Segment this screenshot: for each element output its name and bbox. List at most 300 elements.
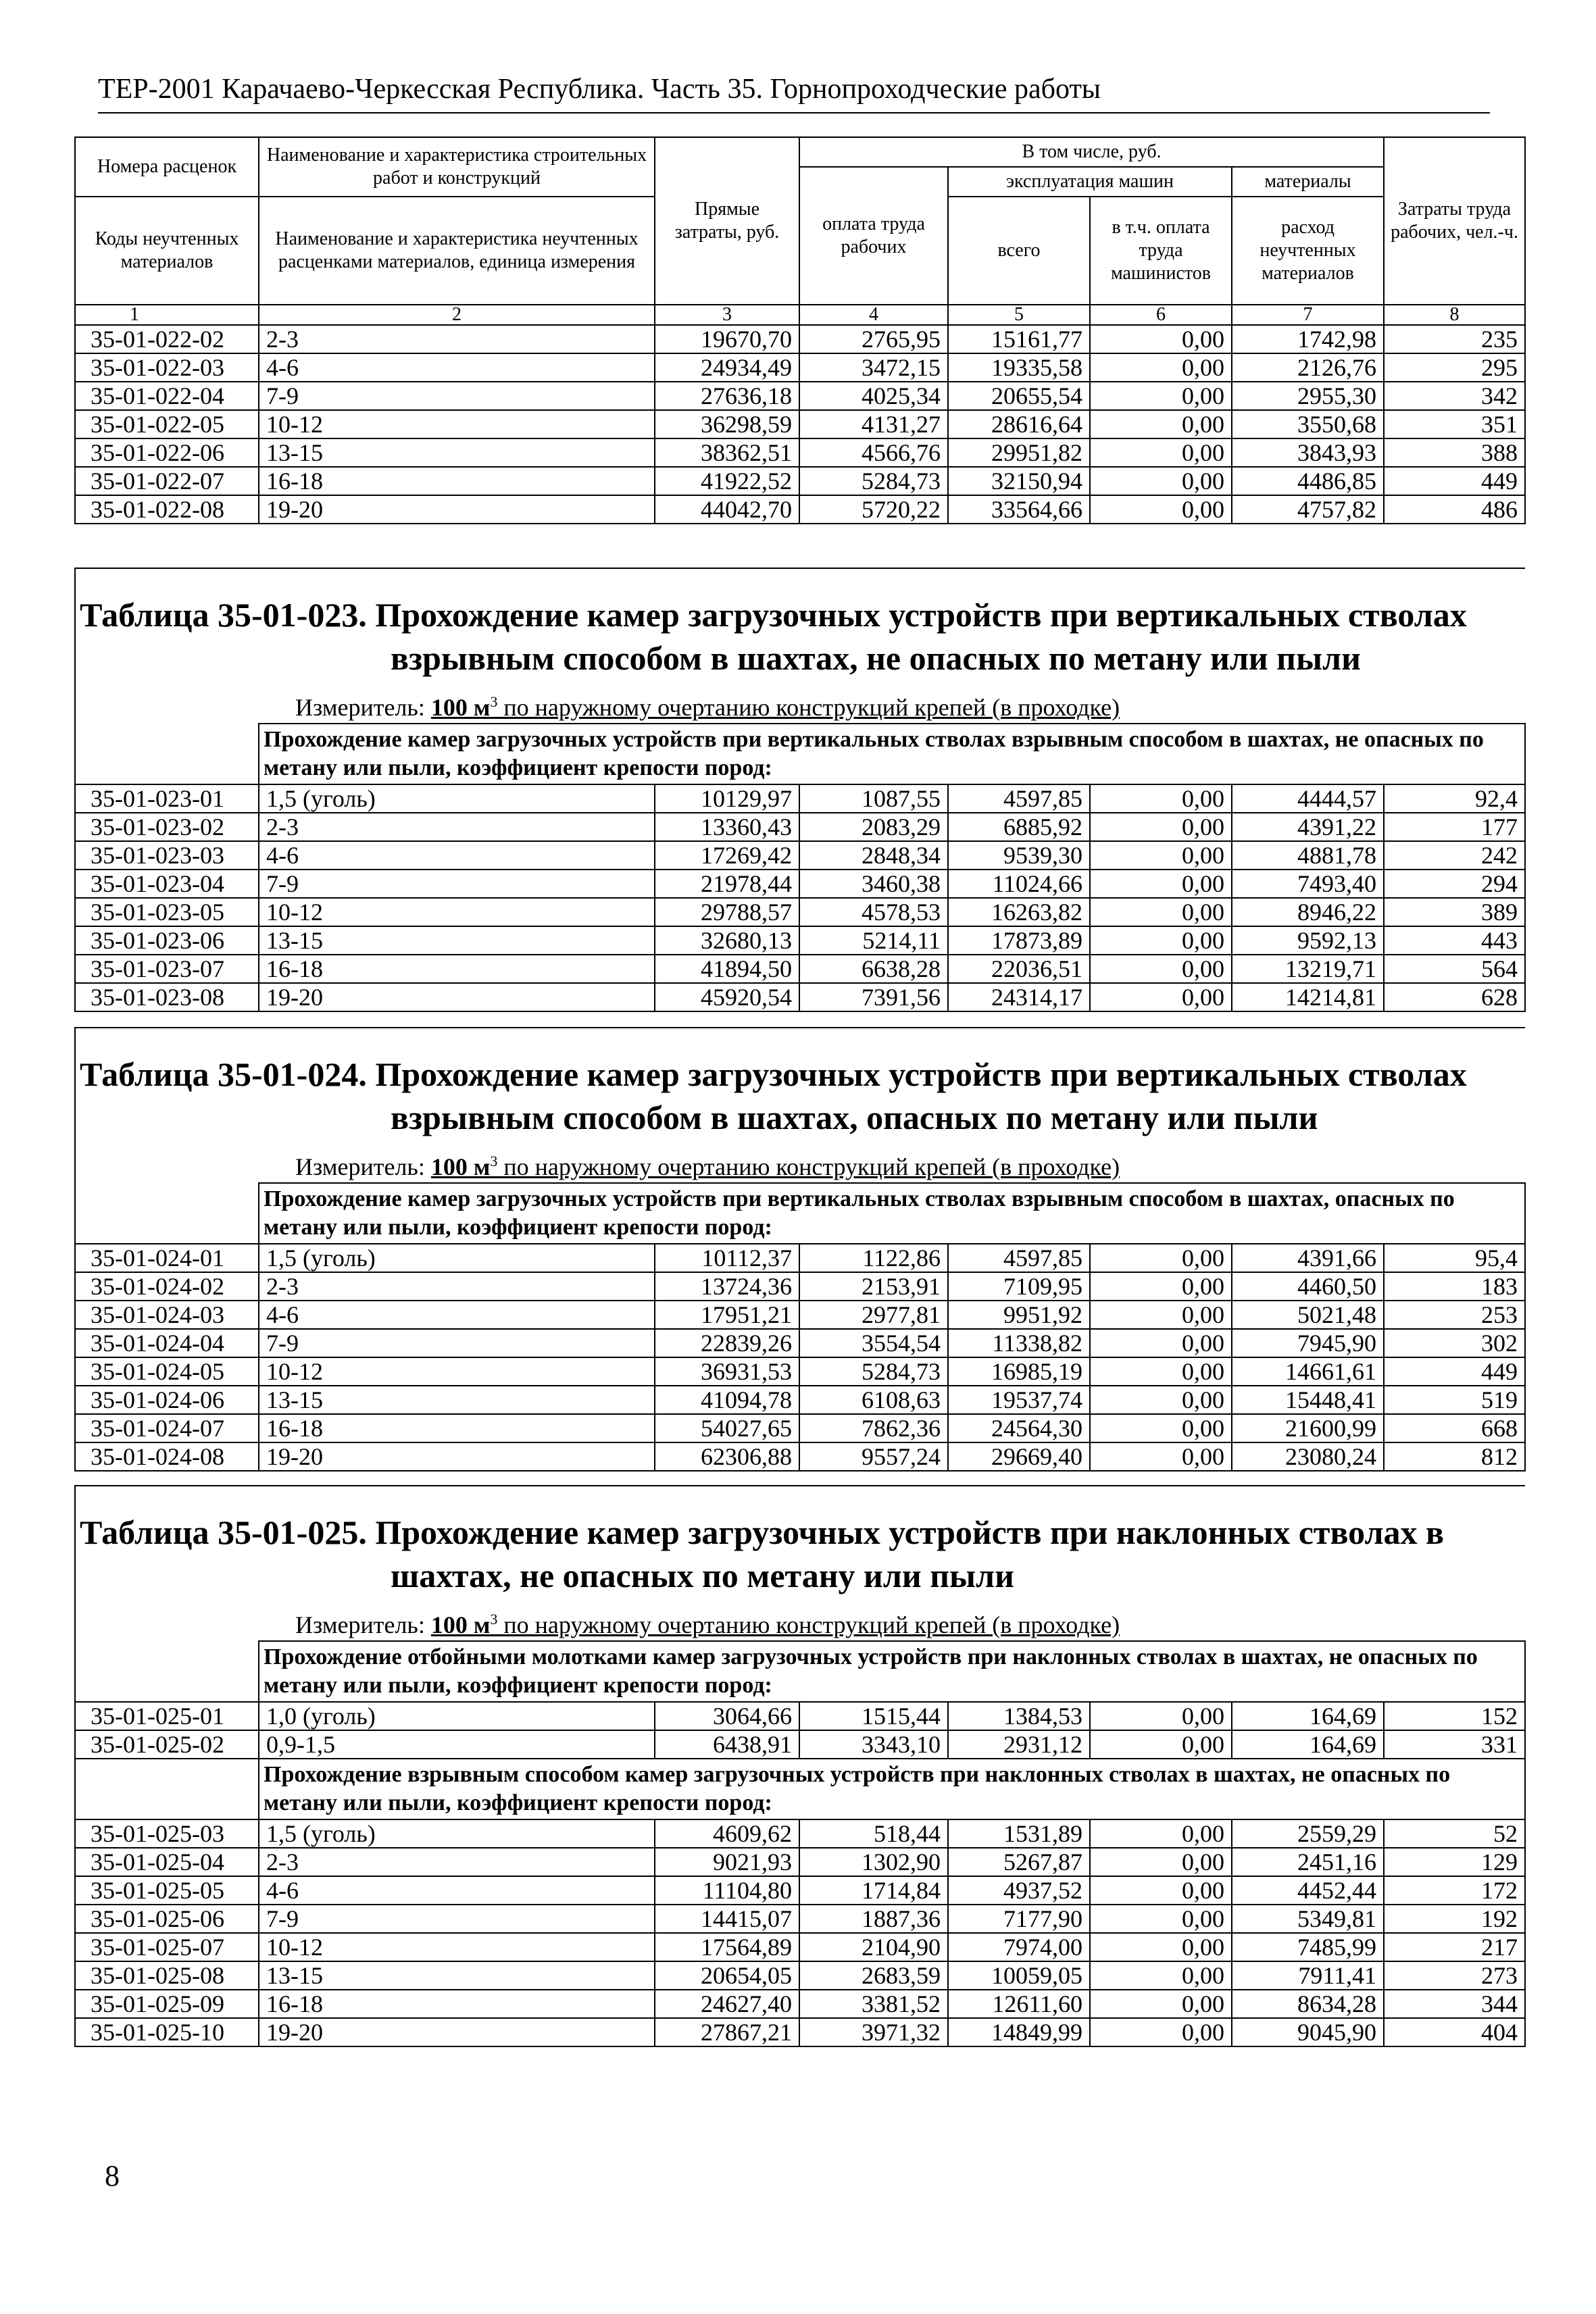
rate-code-cell: 35-01-025-07 [75, 1933, 259, 1961]
machinist-pay-cell: 0,00 [1090, 325, 1232, 353]
direct-costs-cell: 45920,54 [655, 983, 799, 1011]
direct-costs-cell: 41894,50 [655, 955, 799, 983]
materials-cell: 3550,68 [1232, 410, 1384, 438]
labor-hours-cell: 92,4 [1384, 784, 1525, 813]
materials-cell: 4486,85 [1232, 467, 1384, 495]
rock-hardness-cell: 16-18 [259, 467, 655, 495]
column-number: 8 [1384, 305, 1525, 325]
rate-code-cell: 35-01-024-02 [75, 1272, 259, 1301]
labor-hours-cell: 217 [1384, 1933, 1525, 1961]
rock-hardness-cell: 0,9-1,5 [259, 1730, 655, 1759]
machinist-pay-cell: 0,00 [1090, 870, 1232, 898]
rock-hardness-cell: 2-3 [259, 813, 655, 841]
rate-code-cell: 35-01-024-03 [75, 1301, 259, 1329]
table-025-measure: Измеритель: 100 $м^3$ по наружному очертанию конструкций крепей (в проходке) [75, 1609, 1525, 1641]
direct-costs-cell: 3064,66 [655, 1702, 799, 1730]
materials-cell: 7493,40 [1232, 870, 1384, 898]
rate-code-cell: 35-01-025-08 [75, 1961, 259, 1990]
table-025-title-line1: Таблица 35-01-025. Прохождение камер загрузочных устройств при наклонных стволах в [80, 1513, 1445, 1551]
table-024 [74, 1027, 1526, 1472]
rate-code-cell: 35-01-022-04 [75, 382, 259, 410]
machines-total-cell: 7974,00 [948, 1933, 1090, 1961]
direct-costs-cell: 22839,26 [655, 1329, 799, 1357]
direct-costs-cell: 41922,52 [655, 467, 799, 495]
rock-hardness-cell: 13-15 [259, 438, 655, 467]
machines-total-cell: 19537,74 [948, 1386, 1090, 1414]
direct-costs-cell: 29788,57 [655, 898, 799, 926]
including-header: В том числе, руб. [799, 137, 1384, 167]
machinist-pay-cell: 0,00 [1090, 1876, 1232, 1905]
table-row [75, 1905, 1525, 1933]
direct-costs-cell: 21978,44 [655, 870, 799, 898]
labor-hours-cell: 449 [1384, 1357, 1525, 1386]
table-row [75, 1442, 1525, 1471]
rate-code-cell: 35-01-023-01 [75, 784, 259, 813]
column-number: 7 [1232, 305, 1384, 325]
rate-code-cell: 35-01-024-06 [75, 1386, 259, 1414]
table-023-body [75, 784, 1525, 1011]
direct-costs-cell: 14415,07 [655, 1905, 799, 1933]
labor-pay-cell: 3971,32 [799, 2018, 948, 2046]
machinist-pay-cell: 0,00 [1090, 926, 1232, 955]
machines-total-cell: 5267,87 [948, 1848, 1090, 1876]
machinist-pay-cell: 0,00 [1090, 1442, 1232, 1471]
materials-cell: 14214,81 [1232, 983, 1384, 1011]
rock-hardness-cell: 7-9 [259, 382, 655, 410]
materials-cell: 4460,50 [1232, 1272, 1384, 1301]
table-row [75, 353, 1525, 382]
materials-cell: 5021,48 [1232, 1301, 1384, 1329]
materials-cell: 15448,41 [1232, 1386, 1384, 1414]
rock-hardness-cell: 4-6 [259, 1876, 655, 1905]
table-023-measure: Измеритель: 100 $м^3$ по наружному очертанию конструкций крепей (в проходке) [75, 692, 1525, 724]
table-row [75, 1990, 1525, 2018]
machinist-pay-cell: 0,00 [1090, 353, 1232, 382]
labor-hours-cell: 294 [1384, 870, 1525, 898]
table-024-subheader: Прохождение камер загрузочных устройств при вертикальных стволах взрывным способом в шахтах, опасных по метану или пыли, коэффициент крепости пород: [259, 1183, 1525, 1244]
labor-pay-cell: 6108,63 [799, 1386, 948, 1414]
materials-cell: 13219,71 [1232, 955, 1384, 983]
machines-total-cell: 33564,66 [948, 495, 1090, 524]
labor-pay-cell: 1887,36 [799, 1905, 948, 1933]
materials-cell: 23080,24 [1232, 1442, 1384, 1471]
rate-code-cell: 35-01-023-07 [75, 955, 259, 983]
labor-hours-cell: 812 [1384, 1442, 1525, 1471]
table-024-title-line1: Таблица 35-01-024. Прохождение камер загрузочных устройств при вертикальных стволах [80, 1055, 1467, 1093]
rate-code-cell: 35-01-025-05 [75, 1876, 259, 1905]
table-row [75, 1933, 1525, 1961]
table-row [75, 1386, 1525, 1414]
machines-total-cell: 1531,89 [948, 1819, 1090, 1848]
machines-total-cell: 17873,89 [948, 926, 1090, 955]
table-row [75, 1819, 1525, 1848]
direct-costs-cell: 38362,51 [655, 438, 799, 467]
direct-costs-cell: 24627,40 [655, 1990, 799, 2018]
column-number: 2 [259, 305, 655, 325]
labor-pay-cell: 1714,84 [799, 1876, 948, 1905]
rock-hardness-cell: 2-3 [259, 1272, 655, 1301]
machinist-pay-cell: 0,00 [1090, 1730, 1232, 1759]
machinist-pay-cell: 0,00 [1090, 1329, 1232, 1357]
direct-costs-header: Прямые затраты, руб. [655, 137, 799, 305]
labor-hours-cell: 183 [1384, 1272, 1525, 1301]
table-row [75, 325, 1525, 353]
direct-costs-cell: 17564,89 [655, 1933, 799, 1961]
table-025-subheader-1: Прохождение отбойными молотками камер загрузочных устройств при наклонных стволах в шахтах, не опасных по метану или пыли, коэффициент крепости пород: [259, 1641, 1525, 1702]
direct-costs-cell: 13360,43 [655, 813, 799, 841]
labor-hours-cell: 253 [1384, 1301, 1525, 1329]
rock-hardness-cell: 1,0 (уголь) [259, 1702, 655, 1730]
machines-total-cell: 24564,30 [948, 1414, 1090, 1442]
materials-cell: 21600,99 [1232, 1414, 1384, 1442]
rate-code-cell: 35-01-024-08 [75, 1442, 259, 1471]
machinist-pay-cell: 0,00 [1090, 841, 1232, 870]
rate-code-cell: 35-01-023-02 [75, 813, 259, 841]
labor-pay-cell: 1087,55 [799, 784, 948, 813]
labor-hours-cell: 192 [1384, 1905, 1525, 1933]
labor-hours-cell: 52 [1384, 1819, 1525, 1848]
labor-pay-cell: 2848,34 [799, 841, 948, 870]
rate-code-cell: 35-01-025-10 [75, 2018, 259, 2046]
column-number: 4 [799, 305, 948, 325]
rate-code-cell: 35-01-025-03 [75, 1819, 259, 1848]
labor-hours-cell: 486 [1384, 495, 1525, 524]
direct-costs-cell: 32680,13 [655, 926, 799, 955]
labor-pay-cell: 6638,28 [799, 955, 948, 983]
rock-hardness-cell: 1,5 (уголь) [259, 1819, 655, 1848]
materials-cell: 5349,81 [1232, 1905, 1384, 1933]
machinist-pay-cell: 0,00 [1090, 898, 1232, 926]
labor-pay-cell: 7862,36 [799, 1414, 948, 1442]
direct-costs-cell: 17951,21 [655, 1301, 799, 1329]
machinist-pay-cell: 0,00 [1090, 2018, 1232, 2046]
direct-costs-cell: 44042,70 [655, 495, 799, 524]
machinist-pay-cell: 0,00 [1090, 1933, 1232, 1961]
labor-hours-cell: 129 [1384, 1848, 1525, 1876]
table-025-body-2 [75, 1819, 1525, 2046]
machinist-pay-cell: 0,00 [1090, 1301, 1232, 1329]
labor-hours-cell: 564 [1384, 955, 1525, 983]
materials-cell: 9592,13 [1232, 926, 1384, 955]
rock-hardness-cell: 13-15 [259, 1386, 655, 1414]
rock-hardness-cell: 13-15 [259, 926, 655, 955]
direct-costs-cell: 10129,97 [655, 784, 799, 813]
direct-costs-cell: 20654,05 [655, 1961, 799, 1990]
table-024-body [75, 1244, 1525, 1471]
rate-code-cell: 35-01-025-01 [75, 1702, 259, 1730]
machinist-pay-cell: 0,00 [1090, 784, 1232, 813]
direct-costs-cell: 17269,42 [655, 841, 799, 870]
machines-total-cell: 11338,82 [948, 1329, 1090, 1357]
labor-pay-cell: 4566,76 [799, 438, 948, 467]
materials-cell: 8946,22 [1232, 898, 1384, 926]
table-023-title [75, 568, 1525, 692]
materials-cell: 7911,41 [1232, 1961, 1384, 1990]
labor-pay-cell: 2765,95 [799, 325, 948, 353]
rate-code-cell: 35-01-024-05 [75, 1357, 259, 1386]
machines-total-cell: 9951,92 [948, 1301, 1090, 1329]
machinist-pay-cell: 0,00 [1090, 955, 1232, 983]
labor-pay-cell: 4131,27 [799, 410, 948, 438]
materials-cell: 4881,78 [1232, 841, 1384, 870]
machines-total-cell: 29951,82 [948, 438, 1090, 467]
machinist-pay-cell: 0,00 [1090, 410, 1232, 438]
labor-pay-cell: 7391,56 [799, 983, 948, 1011]
labor-pay-cell: 5214,11 [799, 926, 948, 955]
table-row [75, 410, 1525, 438]
labor-pay-cell: 3343,10 [799, 1730, 948, 1759]
machines-total-cell: 28616,64 [948, 410, 1090, 438]
labor-pay-cell: 3460,38 [799, 870, 948, 898]
direct-costs-cell: 13724,36 [655, 1272, 799, 1301]
rock-hardness-cell: 4-6 [259, 1301, 655, 1329]
machines-total-cell: 29669,40 [948, 1442, 1090, 1471]
labor-hours-cell: 302 [1384, 1329, 1525, 1357]
labor-hours-cell: 177 [1384, 813, 1525, 841]
rate-code-cell: 35-01-022-06 [75, 438, 259, 467]
rate-code-cell: 35-01-025-06 [75, 1905, 259, 1933]
table-row [75, 1961, 1525, 1990]
machinist-pay-cell: 0,00 [1090, 983, 1232, 1011]
rate-code-cell: 35-01-023-05 [75, 898, 259, 926]
labor-pay-header: оплата труда рабочих [799, 167, 948, 305]
work-name-header: Наименование и характеристика строительных работ и конструкций [259, 137, 655, 197]
table-row [75, 1848, 1525, 1876]
rate-code-cell: 35-01-025-02 [75, 1730, 259, 1759]
rate-code-cell: 35-01-024-01 [75, 1244, 259, 1272]
labor-pay-cell: 1122,86 [799, 1244, 948, 1272]
machines-total-cell: 32150,94 [948, 467, 1090, 495]
labor-pay-cell: 5284,73 [799, 467, 948, 495]
machinist-pay-cell: 0,00 [1090, 1702, 1232, 1730]
rate-numbers-header: Номера расценок [75, 137, 259, 197]
direct-costs-cell: 41094,78 [655, 1386, 799, 1414]
column-number: 1 [75, 305, 259, 325]
machines-total-cell: 19335,58 [948, 353, 1090, 382]
rate-code-cell: 35-01-024-07 [75, 1414, 259, 1442]
machine-operation-header: эксплуатация машин [948, 167, 1232, 197]
materials-cell: 4391,66 [1232, 1244, 1384, 1272]
table-row [75, 1272, 1525, 1301]
materials-cell: 2955,30 [1232, 382, 1384, 410]
rock-hardness-cell: 19-20 [259, 983, 655, 1011]
materials-cell: 164,69 [1232, 1730, 1384, 1759]
materials-cell: 4757,82 [1232, 495, 1384, 524]
table-024-title [75, 1028, 1525, 1151]
labor-costs-header: Затраты труда рабочих, чел.-ч. [1384, 137, 1525, 305]
machinist-pay-cell: 0,00 [1090, 1990, 1232, 2018]
machines-total-cell: 7109,95 [948, 1272, 1090, 1301]
labor-pay-cell: 5720,22 [799, 495, 948, 524]
table-row [75, 898, 1525, 926]
direct-costs-cell: 54027,65 [655, 1414, 799, 1442]
machines-total-cell: 2931,12 [948, 1730, 1090, 1759]
table-row [75, 1301, 1525, 1329]
materials-cell: 8634,28 [1232, 1990, 1384, 2018]
column-number: 5 [948, 305, 1090, 325]
machines-total-cell: 4597,85 [948, 784, 1090, 813]
materials-cell: 2451,16 [1232, 1848, 1384, 1876]
labor-hours-cell: 668 [1384, 1414, 1525, 1442]
table-row [75, 438, 1525, 467]
rate-code-cell: 35-01-022-08 [75, 495, 259, 524]
direct-costs-cell: 27636,18 [655, 382, 799, 410]
rock-hardness-cell: 10-12 [259, 898, 655, 926]
machines-total-cell: 6885,92 [948, 813, 1090, 841]
labor-hours-cell: 342 [1384, 382, 1525, 410]
table-025-title-line2: шахтах, не опасных по метану или пыли [391, 1557, 1014, 1594]
labor-pay-cell: 1515,44 [799, 1702, 948, 1730]
labor-hours-cell: 388 [1384, 438, 1525, 467]
direct-costs-cell: 19670,70 [655, 325, 799, 353]
machinist-pay-cell: 0,00 [1090, 813, 1232, 841]
rate-code-cell: 35-01-023-03 [75, 841, 259, 870]
materials-cell: 3843,93 [1232, 438, 1384, 467]
machinist-pay-cell: 0,00 [1090, 1905, 1232, 1933]
table-row [75, 870, 1525, 898]
rock-hardness-cell: 7-9 [259, 1329, 655, 1357]
rock-hardness-cell: 16-18 [259, 1414, 655, 1442]
machines-total-cell: 9539,30 [948, 841, 1090, 870]
direct-costs-cell: 24934,49 [655, 353, 799, 382]
materials-cell: 14661,61 [1232, 1357, 1384, 1386]
rock-hardness-cell: 10-12 [259, 1933, 655, 1961]
table-row [75, 1329, 1525, 1357]
labor-hours-cell: 351 [1384, 410, 1525, 438]
direct-costs-cell: 9021,93 [655, 1848, 799, 1876]
machines-total-cell: 24314,17 [948, 983, 1090, 1011]
table-row [75, 813, 1525, 841]
labor-hours-cell: 235 [1384, 325, 1525, 353]
rate-code-cell: 35-01-022-05 [75, 410, 259, 438]
rock-hardness-cell: 7-9 [259, 1905, 655, 1933]
table-row [75, 926, 1525, 955]
labor-hours-cell: 152 [1384, 1702, 1525, 1730]
machines-total-header: всего [948, 197, 1090, 305]
machinist-pay-cell: 0,00 [1090, 1244, 1232, 1272]
machines-total-cell: 11024,66 [948, 870, 1090, 898]
labor-hours-cell: 404 [1384, 2018, 1525, 2046]
table-022-body [75, 325, 1525, 524]
rate-code-cell: 35-01-024-04 [75, 1329, 259, 1357]
rock-hardness-cell: 1,5 (уголь) [259, 1244, 655, 1272]
machinist-pay-cell: 0,00 [1090, 1848, 1232, 1876]
machinist-pay-cell: 0,00 [1090, 1357, 1232, 1386]
machines-total-cell: 20655,54 [948, 382, 1090, 410]
table-row [75, 495, 1525, 524]
column-header-table [74, 136, 1526, 524]
materials-cell: 4452,44 [1232, 1876, 1384, 1905]
table-023-subheader: Прохождение камер загрузочных устройств при вертикальных стволах взрывным способом в шахтах, не опасных по метану или пыли, коэффициент крепости пород: [259, 724, 1525, 784]
labor-pay-cell: 2977,81 [799, 1301, 948, 1329]
rock-hardness-cell: 10-12 [259, 1357, 655, 1386]
labor-pay-cell: 2153,91 [799, 1272, 948, 1301]
rock-hardness-cell: 1,5 (уголь) [259, 784, 655, 813]
machines-total-cell: 14849,99 [948, 2018, 1090, 2046]
machinist-pay-cell: 0,00 [1090, 467, 1232, 495]
labor-pay-cell: 3381,52 [799, 1990, 948, 2018]
materials-cell: 7485,99 [1232, 1933, 1384, 1961]
materials-header: материалы [1232, 167, 1384, 197]
table-row [75, 2018, 1525, 2046]
rock-hardness-cell: 16-18 [259, 1990, 655, 2018]
table-row [75, 1876, 1525, 1905]
labor-hours-cell: 519 [1384, 1386, 1525, 1414]
table-row [75, 784, 1525, 813]
page-number: 8 [105, 2159, 120, 2192]
machinist-pay-cell: 0,00 [1090, 1819, 1232, 1848]
rock-hardness-cell: 4-6 [259, 841, 655, 870]
labor-hours-cell: 628 [1384, 983, 1525, 1011]
rate-code-cell: 35-01-022-03 [75, 353, 259, 382]
direct-costs-cell: 6438,91 [655, 1730, 799, 1759]
materials-cell: 4391,22 [1232, 813, 1384, 841]
machinist-pay-cell: 0,00 [1090, 438, 1232, 467]
material-codes-header: Коды неучтенных материалов [75, 197, 259, 305]
direct-costs-cell: 27867,21 [655, 2018, 799, 2046]
machinist-pay-cell: 0,00 [1090, 1961, 1232, 1990]
column-numbers-row [75, 305, 1525, 325]
machinist-pay-cell: 0,00 [1090, 382, 1232, 410]
table-row [75, 1702, 1525, 1730]
rock-hardness-cell: 19-20 [259, 495, 655, 524]
labor-hours-cell: 443 [1384, 926, 1525, 955]
table-row [75, 1357, 1525, 1386]
unaccounted-materials-header: расход неучтенных материалов [1232, 197, 1384, 305]
machines-total-cell: 22036,51 [948, 955, 1090, 983]
table-row [75, 1244, 1525, 1272]
column-number: 3 [655, 305, 799, 325]
rate-code-cell: 35-01-023-06 [75, 926, 259, 955]
materials-cell: 7945,90 [1232, 1329, 1384, 1357]
column-number: 6 [1090, 305, 1232, 325]
table-024-measure: Измеритель: 100 $м^3$ по наружному очертанию конструкций крепей (в проходке) [75, 1151, 1525, 1183]
table-row [75, 1414, 1525, 1442]
direct-costs-cell: 36298,59 [655, 410, 799, 438]
machines-total-cell: 16985,19 [948, 1357, 1090, 1386]
machinist-pay-header: в т.ч. оплата труда машинистов [1090, 197, 1232, 305]
machinist-pay-cell: 0,00 [1090, 495, 1232, 524]
machinist-pay-cell: 0,00 [1090, 1272, 1232, 1301]
labor-hours-cell: 273 [1384, 1961, 1525, 1990]
rock-hardness-cell: 2-3 [259, 325, 655, 353]
rock-hardness-cell: 16-18 [259, 955, 655, 983]
materials-cell: 4444,57 [1232, 784, 1384, 813]
labor-pay-cell: 4578,53 [799, 898, 948, 926]
rate-code-cell: 35-01-023-08 [75, 983, 259, 1011]
labor-pay-cell: 2083,29 [799, 813, 948, 841]
machines-total-cell: 15161,77 [948, 325, 1090, 353]
machines-total-cell: 16263,82 [948, 898, 1090, 926]
labor-pay-cell: 4025,34 [799, 382, 948, 410]
rock-hardness-cell: 2-3 [259, 1848, 655, 1876]
rock-hardness-cell: 19-20 [259, 2018, 655, 2046]
table-row [75, 467, 1525, 495]
labor-hours-cell: 331 [1384, 1730, 1525, 1759]
machinist-pay-cell: 0,00 [1090, 1386, 1232, 1414]
labor-hours-cell: 242 [1384, 841, 1525, 870]
table-025-body-1 [75, 1702, 1525, 1759]
direct-costs-cell: 10112,37 [655, 1244, 799, 1272]
table-025-title [75, 1486, 1525, 1609]
machines-total-cell: 4597,85 [948, 1244, 1090, 1272]
rate-code-cell: 35-01-025-04 [75, 1848, 259, 1876]
rate-code-cell: 35-01-022-02 [75, 325, 259, 353]
labor-hours-cell: 295 [1384, 353, 1525, 382]
table-025 [74, 1485, 1526, 2047]
machines-total-cell: 7177,90 [948, 1905, 1090, 1933]
machinist-pay-cell: 0,00 [1090, 1414, 1232, 1442]
